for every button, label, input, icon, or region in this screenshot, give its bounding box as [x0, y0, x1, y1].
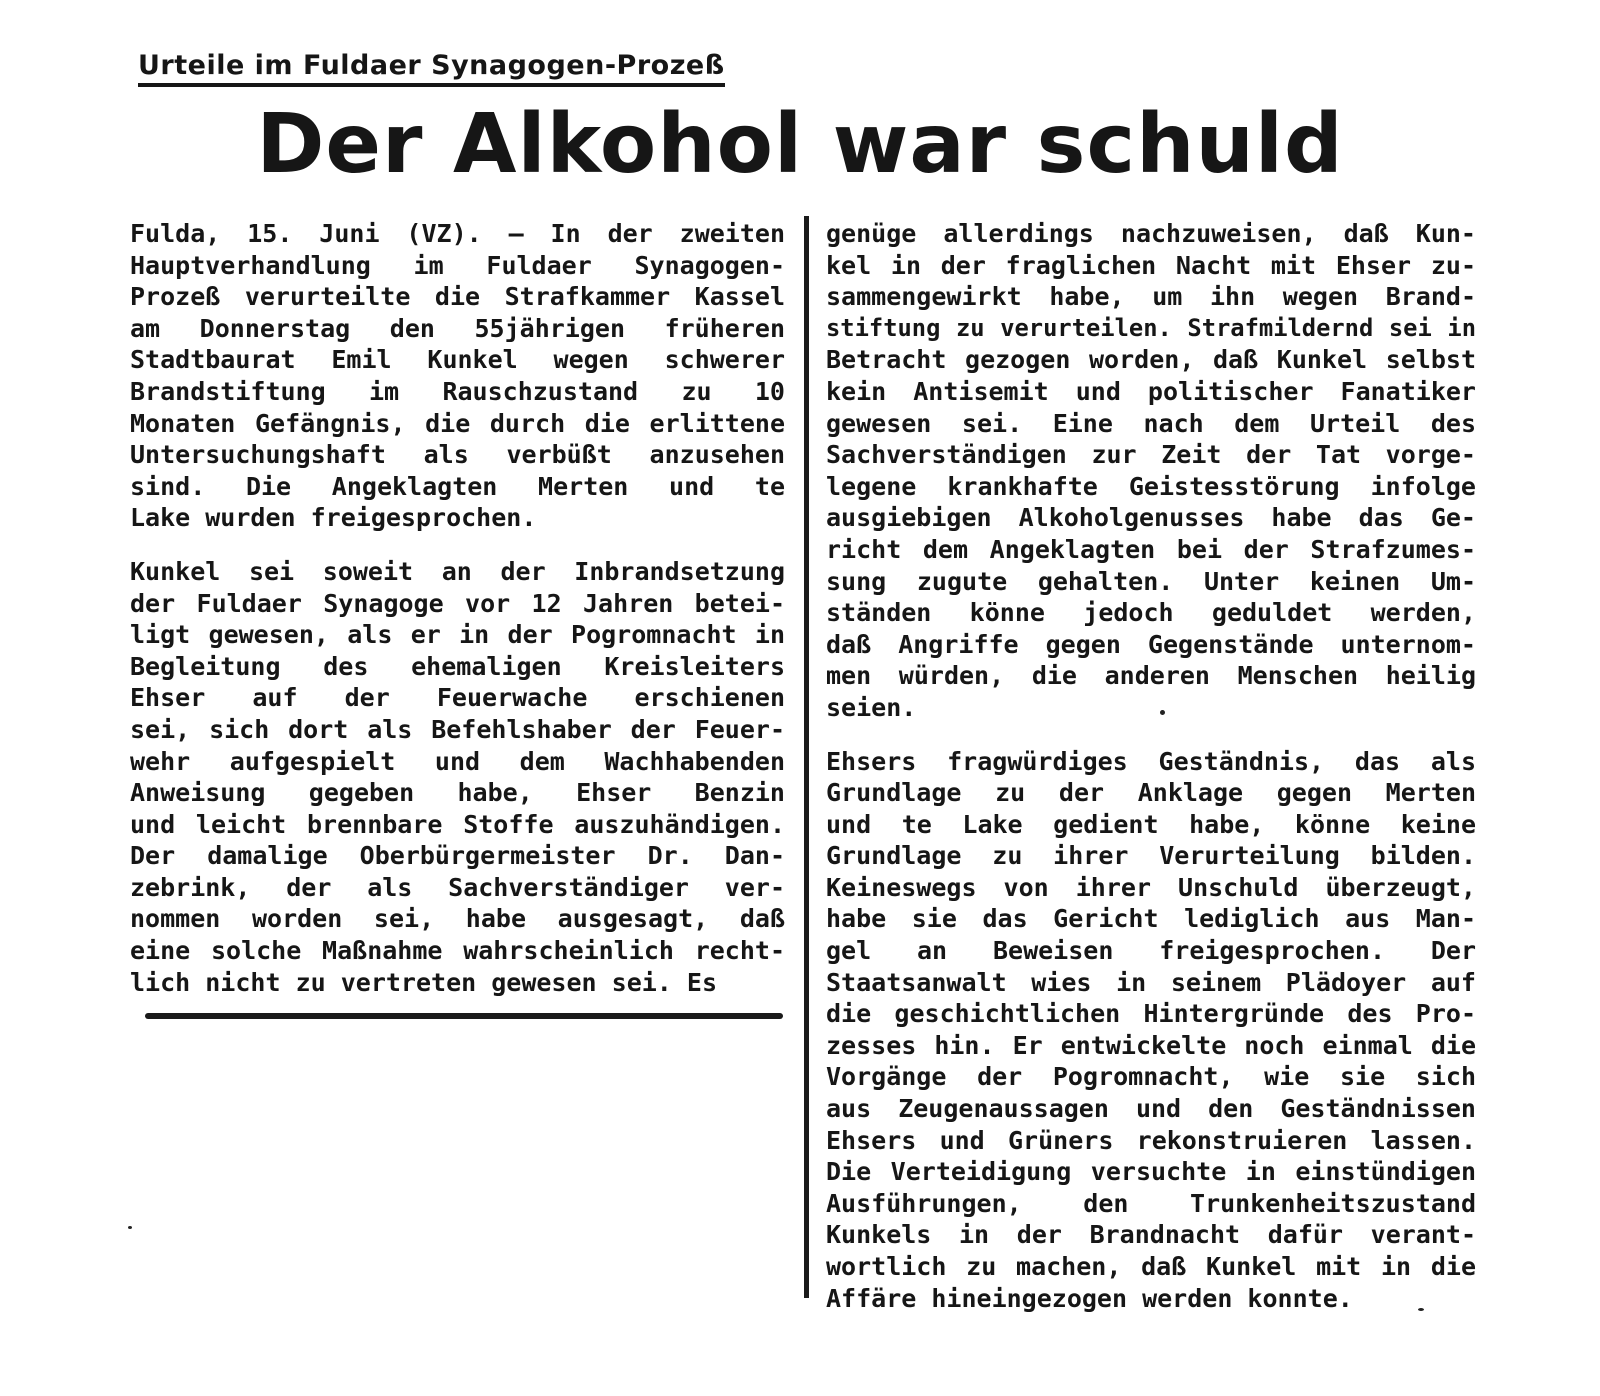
- text-line: nommen worden sei, habe ausgesagt, daß: [130, 904, 785, 934]
- text-line: und leicht brennbare Stoffe auszuhändigen.: [130, 809, 785, 839]
- text-line: Kunkels in der Brandnacht dafür verant-: [826, 1220, 1476, 1250]
- paragraph-gap: [130, 534, 785, 556]
- text-line: Monaten Gefängnis, die durch die erlittene: [130, 408, 785, 438]
- text-line: Untersuchungshaft als verbüßt anzusehen: [130, 440, 785, 470]
- right-column: [826, 218, 1476, 1314]
- article-paragraph: [130, 556, 785, 998]
- text-line: Kunkel sei soweit an der Inbrandsetzung: [130, 556, 785, 586]
- text-line: kein Antisemit und politischer Fanatiker: [826, 376, 1476, 406]
- text-line: Ehser auf der Feuerwache erschienen: [130, 683, 785, 713]
- paragraph-gap: [826, 724, 1476, 746]
- text-line: wehr aufgespielt und dem Wachhabenden: [130, 746, 785, 776]
- text-line: richt dem Angeklagten bei der Strafzumes-: [826, 534, 1476, 564]
- text-line: Keineswegs von ihrer Unschuld überzeugt,: [826, 872, 1476, 902]
- print-speck: [1418, 1308, 1424, 1311]
- end-rule: [145, 1013, 783, 1019]
- text-line: ausgiebigen Alkoholgenusses habe das Ge-: [826, 503, 1476, 533]
- column-rule: [804, 216, 809, 1298]
- text-line: habe sie das Gericht lediglich aus Man-: [826, 904, 1476, 934]
- text-line: genüge allerdings nachzuweisen, daß Kun-: [826, 219, 1476, 248]
- text-line: aus Zeugenaussagen und den Geständnissen: [826, 1094, 1476, 1124]
- text-line: zebrink, der als Sachverständiger ver-: [130, 872, 785, 902]
- text-line: seien.: [826, 692, 917, 722]
- text-line: Begleitung des ehemaligen Kreisleiters: [130, 651, 785, 681]
- print-speck: [1160, 710, 1165, 715]
- headline-text: Der Alkohol war schuld: [256, 97, 1344, 192]
- text-line: gel an Beweisen freigesprochen. Der: [826, 936, 1476, 966]
- text-line: sei, sich dort als Befehlshaber der Feuer-: [130, 714, 785, 744]
- text-line: Ehsers fragwürdiges Geständnis, das als: [826, 746, 1476, 776]
- text-line: legene krankhafte Geistesstörung infolge: [826, 471, 1476, 501]
- text-line: eine solche Maßnahme wahrscheinlich recht-: [130, 936, 785, 966]
- text-line: Brandstiftung im Rauschzustand zu 10: [130, 376, 785, 406]
- text-line: men würden, die anderen Menschen heilig: [826, 661, 1476, 691]
- text-line: am Donnerstag den 55jährigen früheren: [130, 313, 785, 343]
- text-line: Der damalige Oberbürgermeister Dr. Dan-: [130, 841, 785, 871]
- text-line: kel in der fraglichen Nacht mit Ehser zu-: [826, 250, 1476, 280]
- text-line: Staatsanwalt wies in seinem Plädoyer auf: [826, 967, 1476, 997]
- text-line: Anweisung gegeben habe, Ehser Benzin: [130, 778, 785, 808]
- print-speck: [128, 1226, 132, 1229]
- article-kicker: Urteile im Fuldaer Synagogen-Prozeß: [138, 50, 725, 87]
- text-line: Prozeß verurteilte die Strafkammer Kassel: [130, 282, 785, 312]
- text-line: Stadtbaurat Emil Kunkel wegen schwerer: [130, 345, 785, 375]
- text-line: stiftung zu verurteilen. Strafmildernd sei in: [826, 313, 1476, 342]
- article-paragraph: [826, 218, 1476, 724]
- text-line: Fulda, 15. Juni (VZ). — In der zweiten: [130, 219, 785, 248]
- text-line: Grundlage zu ihrer Verurteilung bilden.: [826, 841, 1476, 871]
- text-line: Betracht gezogen worden, daß Kunkel selbst: [826, 345, 1476, 375]
- text-line: und te Lake gedient habe, könne keine: [826, 809, 1476, 839]
- text-line: Ausführungen, den Trunkenheitszustand: [826, 1188, 1476, 1218]
- text-line: Die Verteidigung versuchte in einstündigen: [826, 1157, 1476, 1187]
- text-line: der Fuldaer Synagoge vor 12 Jahren betei-: [130, 588, 785, 618]
- text-line: Hauptverhandlung im Fuldaer Synagogen-: [130, 250, 785, 280]
- text-line: sammengewirkt habe, um ihn wegen Brand-: [826, 282, 1476, 312]
- article-paragraph: [826, 746, 1476, 1315]
- text-line: Vorgänge der Pogromnacht, wie sie sich: [826, 1062, 1476, 1092]
- text-line: die geschichtlichen Hintergründe des Pro-: [826, 999, 1476, 1029]
- text-line: sind. Die Angeklagten Merten und te: [130, 471, 785, 501]
- text-line: gewesen sei. Eine nach dem Urteil des: [826, 408, 1476, 438]
- text-line: lich nicht zu vertreten gewesen sei. Es: [130, 967, 717, 997]
- text-line: zesses hin. Er entwickelte noch einmal die: [826, 1030, 1476, 1060]
- text-line: Sachverständigen zur Zeit der Tat vorge-: [826, 440, 1476, 470]
- article-paragraph: [130, 218, 785, 534]
- text-line: daß Angriffe gegen Gegenstände unternom-: [826, 629, 1476, 659]
- text-line: ligt gewesen, als er in der Pogromnacht in: [130, 620, 785, 650]
- text-line: wortlich zu machen, daß Kunkel mit in die: [826, 1252, 1476, 1281]
- left-column: [130, 218, 785, 998]
- text-line: Grundlage zu der Anklage gegen Merten: [826, 778, 1476, 808]
- text-line: Lake wurden freigesprochen.: [130, 503, 537, 533]
- text-line: Ehsers und Grüners rekonstruieren lassen.: [826, 1125, 1476, 1155]
- text-line: Affäre hineingezogen werden konnte.: [826, 1283, 1353, 1313]
- article-headline: [0, 98, 1600, 192]
- text-line: ständen könne jedoch geduldet werden,: [826, 598, 1476, 628]
- text-line: sung zugute gehalten. Unter keinen Um-: [826, 566, 1476, 596]
